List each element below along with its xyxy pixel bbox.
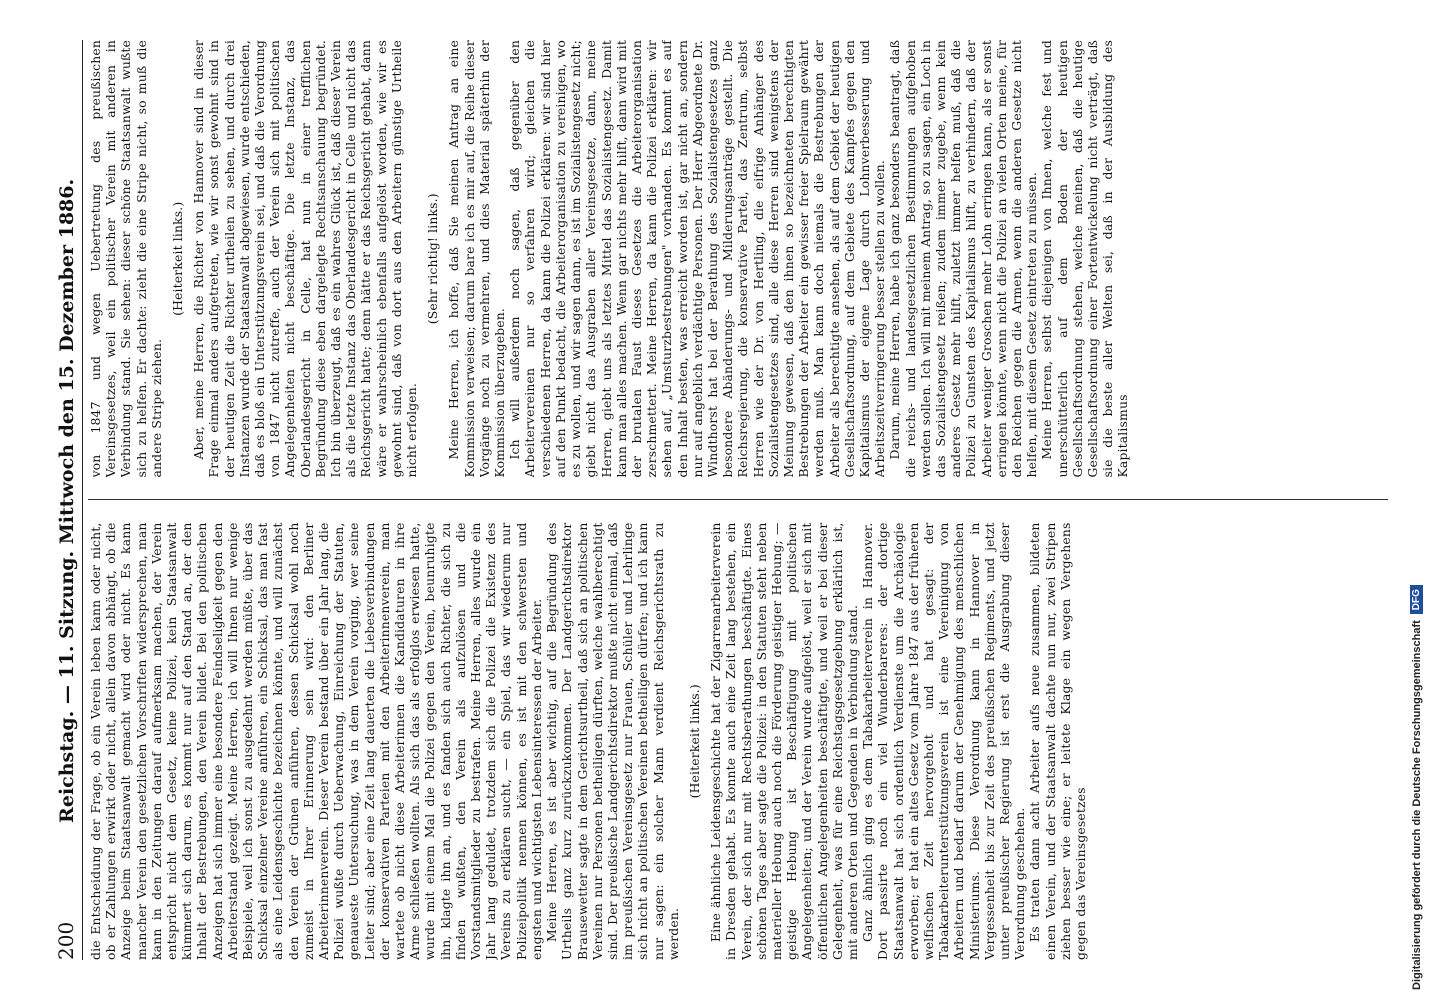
paragraph: Meine Herren, selbst diejenigen von Ihnen, welche fest und unerschütterlich auf dem Boden der heutigen Gesellschaftsordnung stehen, welche meinen, daß die heutige Gesellschaftsordnung einer Fortentwickelung nicht verträgt, daß sie die beste aller Welten sei, daß in der Ausbildung des Kapitalismus xyxy=(1039,40,1131,478)
page-title: Reichstag. — 11. Sitzung. Mittwoch den 15. Dezember 1886. xyxy=(56,178,78,823)
interjection: (Heiterkeit links.) xyxy=(686,684,702,799)
page-header xyxy=(44,40,83,960)
interjection: (Sehr richtig! links.) xyxy=(425,193,441,325)
paragraph: Meine Herren, ich hoffe, daß Sie meinen Antrag an eine Kommission verweisen; darum bare ich es mir auf, die Reihe dieser Vorgänge noch zu vermehren, und dies Material späterhin der Kommission überzugeben. xyxy=(446,40,508,478)
paragraph: Ganz ähnlich ging es dem Tabakarbeiterverein in Hannover. Dort passirte noch ein viel Wunderbareres: der dortige Staatsanwalt hat sich ordentlich Verdienste um die Archäologie erworben; er hat ein altes Gesetz vom Jahre 1847 aus der früheren welfischen Zeit hervorgeholt und hat gesagt: der Tabakarbeiterunterstützungsverein ist eine Vereinigung von Arbeitern und bedarf darum der Genehmigung des menschlichen Ministeriums. Diese Verordnung kann in Hannover in Vergessenheit bis zur Zeit des preußischen Regiments, und jetzt unter preußischer Regierung ist erst die Ausgrabung dieser Verordnung geschehen. xyxy=(860,522,1028,960)
page-number: 200 xyxy=(54,921,78,960)
paragraph: die Entscheidung der Frage, ob ein Verein leben kann oder nicht, ob er Zahlungen erwirkt oder nicht, allein davon abhängt, ob die Anzeige beim Staatsanwalt gemacht wird oder nicht. Es kann mancher Verein den gesetzlichen Vorschriften widersprechen, man kann in den Zeitungen darauf aufmerksam machen, der Verein entspricht nicht dem Gesetz, keine Polizei, kein Staatsanwalt kümmert sich darum, es kommt nur auf den Stand an, der den Inhalt der Bestrebungen, den Verein bildet. Bei den politischen Anzeigen hat sich immer eine besondere Feindseligkeit gegen den Arbeiterstand gezeigt. Meine Herren, ich will Ihnen nur wenige Beispiele, weil ich sonst zu ausgedehnt werden müßte, über das Schicksal einzelner Vereine anführen, ein Schicksal, das man fast als eine Leidensgeschichte bezeichnen könnte, und will zunächst den Verein der Grünen anführen, dessen Schicksal wohl noch zumeist in Ihrer Erinnerung sein wird: den Berliner Arbeiterinnenverein. Dieser Verein bestand über ein Jahr lang, die Polizei wußte durch Ueberwachung, Einreichung der Statuten, genaueste Untersuchung, was in dem Verein vorging, wer seine Leiter sind; aber eine Zeit lang dauerten die Liebesverbindungen der konservativen Parteien mit den Arbeiterinnenverein, man wartete ob nicht diese Arbeiterinnen die Kandidaturen in ihre Arme schließen wollten. Als sich das als erfolglos erwiesen hatte, wurde mit einem Mal die Polizei gegen den Verein, beunruhigte ihn, klagte ihn an, und es fanden sich auch Richter, die sich zu finden wußten, den Verein als aufzulösen und die Vorstandsmitglieder zu bestrafen. Meine Herren, alles wurde ein Jahr lang geduldet, trotzdem sich die Polizei die Existenz des Vereins zu erklären sucht, — ein Spiel, das wir wiederum nur Polizeipolitik nennen können, es ist mit den schwersten und engsten und wichtigsten Lebensinteressen der Arbeiter. xyxy=(88,522,544,960)
paragraph: Eine ähnliche Leidensgeschichte hat der Zigarrenarbeiterverein in Dresden gehabt. Es konnte auch eine Zeit lang bestehen, ein Verein, der sich nur mit Rechtsberathungen beschäftigte. Eines schönen Tages aber sagte die Polizei: in den Statuten steht neben materieller Hebung auch noch die Förderung geistiger Hebung; — geistige Hebung ist Beschäftigung mit politischen Angelegenheiten; und der Verein wurde aufgelöst, weil er sich mit öffentlichen Angelegenheiten beschäftigte, und weil er bei dieser Gelegenheit, was für eine Reichstagsgesetzgebung erklärlich ist, mit anderen Orten und Gegenden in Verbindung stand. xyxy=(708,522,860,960)
column-divider xyxy=(88,500,1388,501)
paragraph: Ich will außerdem noch sagen, daß gegenüber den Arbeitervereinen nur so verfahren wird; gleichen die verschiedenen Herren, da kann die Polizei erklären: wir sind hier auf den Punkt bedacht, die Arbeiterorganisation zu vereinigen, wo es zu wollen, und wir sagen dann, es ist im Sozialistengesetz nicht; giebt nicht das Ausgraben aller Vereinsgesetze, dann, meine Herren, giebt uns als letztes Mittel das Sozialistengesetz. Damit kann man alles machen. Wenn gar nichts mehr hilft, dann wird mit der brutalen Faust dieses Gesetzes die Arbeiterorganisation zerschmettert. Meine Herren, da kann die Polizei erklären: wir sehen auf, „Umsturzbestrebungen" vorhanden. Es kommt es auf den Inhalt besten, was erreicht worden ist, gar nicht an, sondern nur auf angeblich verdächtige Personen. Der Herr Abgeordnete Dr. Windthorst hat bei der Berathung des Sozialistengesetzes ganz besondere Abänderungs- und Milderungsanträge gestellt. Die Reichsregierung, die konservative Partei, das Zentrum, selbst Herren wie der Dr. von Hertling, die eifrige Anhänger des Sozialistengesetzes sind, alle diese Herren sind wenigstens der Meinung gewesen, daß den ihnen so bezeichneten berechtigten Bestrebungen der Arbeiter ein gewisser freier Spielraum gewährt werden muß. Man kann doch niemals die Bestrebungen der Arbeiter als berechtigte ansehen, als auf dem Gebiet der heutigen Gesellschaftsordnung, auf dem Gebiete des Kampfes gegen den Kapitalismus der eigene Lage durch Lohnverbesserung und Arbeitszeitverringerung besser stellen zu wollen. xyxy=(507,40,888,478)
paragraph: Meine Herren, es ist aber wichtig, auf die Begründung des Urtheils ganz kurz zurückzukommen. Der Landgerichtsdirektor Brausewetter sagte in dem Gerichtsurtheil, daß sich an politischen Vereinen nur Personen betheiligen dürften, welche wahlberechtigt sind. Der preußische Landgerichtsdirektor mußte nicht einmal, daß im preußischen Vereinsgesetz nur Frauen, Schüler und Lehrlinge sich nicht an politischen Vereinen betheiligen dürfen; und ich kann nur sagen: ein solcher Mann verdient Reichsgerichtsrath zu werden. xyxy=(544,522,681,960)
column-left xyxy=(88,523,1388,961)
digitization-sidebar xyxy=(1406,0,1432,1000)
paragraph: Aber, meine Herren, die Richter von Hannover sind in dieser Frage einmal anders aufgetreten, wie wir sonst gewohnt sind in der heutigen Zeit die Richter urtheilen zu sehen, und durch drei Instanzen wurde der Staatsanwalt abgewiesen, wurde entschieden, daß es bloß ein Unterstützungsverein sei, und daß die Verordnung von 1847 nicht zutreffe, auch der Verein sich mit politischen Angelegenheiten nicht beschäftige. Die letzte Instanz, das Oberlandesgericht in Celle, hat nun in einer trefflichen Begründung diese eben dargelegte Rechtsanschauung begründet. Ich bin überzeugt, daß es ein wahres Glück ist, daß dieser Verein als die letzte Instanz das Oberlandesgericht in Celle und nicht das Reichsgericht hatte; denn hätte er das Reichsgericht gehabt, dann wäre er wahrscheinlich ebenfalls aufgelöst worden, wie wir es gewohnt sind, daß von dort aus den Arbeitern günstige Urtheile nicht erfolgen. xyxy=(191,40,420,478)
column-right xyxy=(88,40,1388,478)
dfg-logo: DFG xyxy=(1410,585,1423,614)
digitization-credit: Digitalisierung gefördert durch die Deutsche Forschungsgemeinschaft xyxy=(1410,620,1423,990)
paragraph: Darum, meine Herren, habe ich ganz besonders beantragt, daß die reichs- und landesgesetzlichen Bestimmungen aufgehoben werden sollen. Ich will mit meinem Antrag, so zu sagen, ein Loch in das Sozialistengesetz reißen; zudem immer zugebe, wenn kein anderes Gesetz mehr hilft, zuletzt immer helfen muß, daß die Polizei zu Gunsten des Kapitalismus hilft, zu verhindern, daß der Arbeiter weniger Groschen mehr Lohn erringen kann, als er sonst erringen könnte, wenn nicht die Polizei an vielen Orten meine, für den Reichen gegen die Armen, wenn die anderen Gesetze nicht helfen, mit diesem Gesetz eintreten zu müssen. xyxy=(887,40,1040,478)
paragraph: Es traten dann acht Arbeiter aufs neue zusammen, bildeten einen Verein, und der Staatsanwalt dachte nun nur, zwei Stripen ziehen besser wie eine; er leitete Klage ein wegen Vergehens gegen das Vereinsgesetzes xyxy=(1027,522,1088,960)
interjection: (Heiterkeit links.) xyxy=(170,201,186,316)
text-columns xyxy=(88,40,1388,960)
paragraph: von 1847 und wegen Uebertretung des preußischen Vereinsgesetzes, weil ein politischer Verein mit anderen in Verbindung stand. Sie sehen: dieser schöne Staatsanwalt wußte sich zu helfen. Er dachte: zieht die eine Stripe nicht, so muß die andere Stripe ziehen. xyxy=(88,40,164,478)
